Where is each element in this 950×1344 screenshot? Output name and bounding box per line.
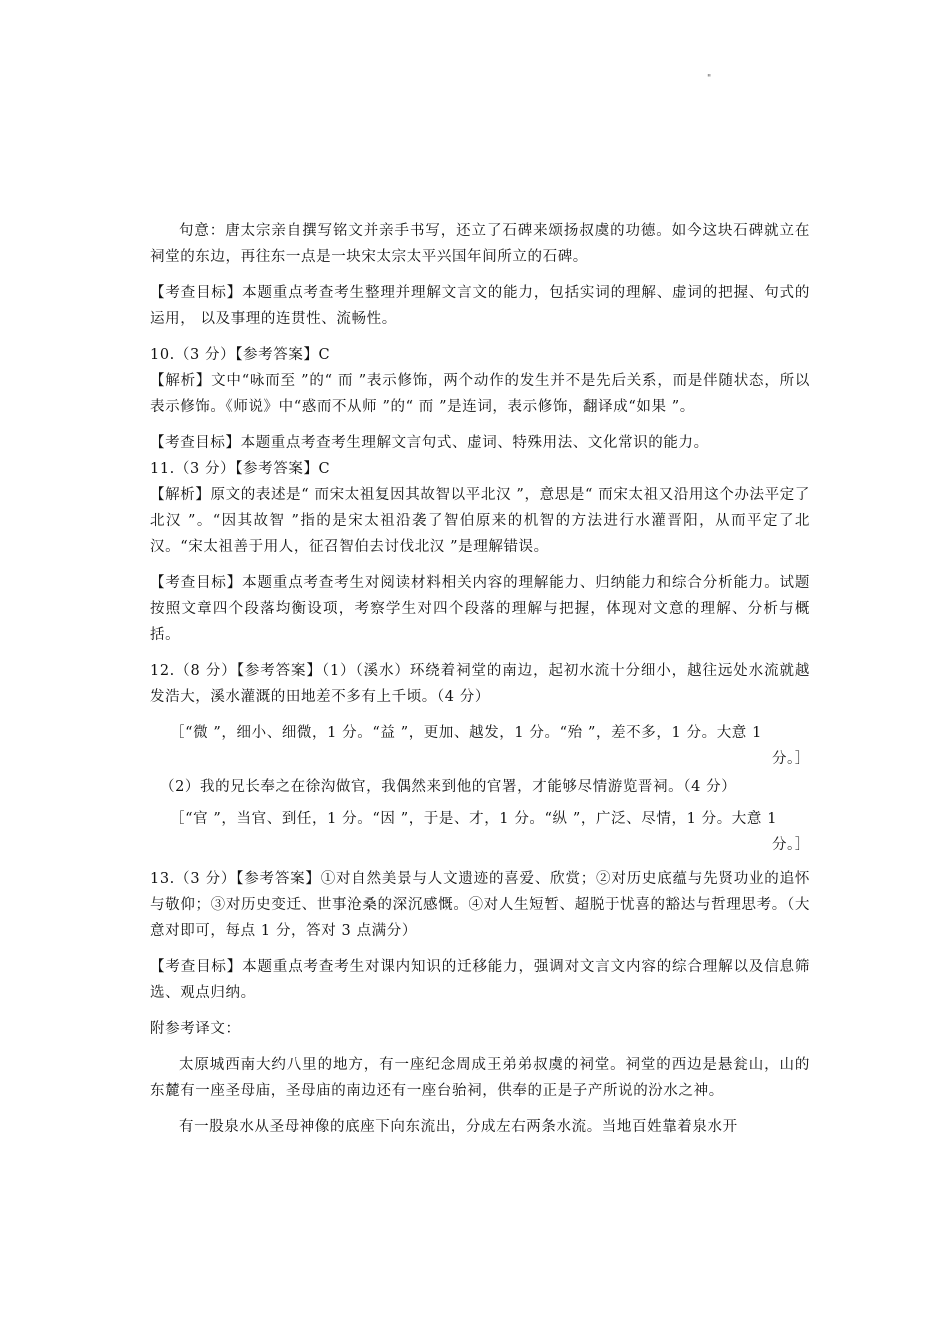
sentence-meaning: 句意：唐太宗亲自撰写铭文并亲手书写，还立了石碑来颂扬叔虞的功德。如今这块石碑就立在祠堂的东边，再往东一点是一块宋太宗太平兴国年间所立的石碑。: [150, 223, 810, 265]
exam-target-9: 【考查目标】本题重点考查考生整理并理解文言文的能力，包括实词的理解、虚词的把握、句式的运用， 以及事理的连贯性、流畅性。: [150, 285, 810, 327]
q12-answer-part2: （2）我的兄长奉之在徐沟做官，我偶然来到他的官署，才能够尽情游览晋祠。（4 分）: [160, 779, 737, 795]
q11-analysis: 【解析】原文的表述是“ 而宋太祖复因其故智以平北汉 ”，意思是“ 而宋太祖又沿用这个办法平定了北汉 ”。“因其故智 ”指的是宋太祖沿袭了智伯原来的机智的方法进行水灌晋阳，从而平定了北汉。“宋太祖善于用人，征召智伯去讨伐北汉 ”是理解错误。: [150, 487, 810, 555]
document-body: [150, 218, 810, 1150]
q12-scoring-note-1: ［“微 ”，细小、细微，1 分。“益 ”，更加、越发，1 分。“殆 ”，差不多，1 分。大意 1: [170, 725, 762, 741]
q13-answer: 13.（3 分）【参考答案】①对自然美景与人文遗迹的喜爱、欣赏；②对历史底蕴与先贤功业的追怀与敬仰；③对历史变迁、世事沧桑的深沉感慨。④对人生短暂、超脱于忧喜的豁达与哲理思考。（大意对即可，每点 1 分，答对 3 点满分）: [150, 871, 810, 939]
q13-target: 【考查目标】本题重点考查考生对课内知识的迁移能力，强调对文言文内容的综合理解以及信息筛选、观点归纳。: [150, 959, 810, 1001]
header-mark: ": [707, 74, 712, 84]
translation-paragraph-1: 太原城西南大约八里的地方，有一座纪念周成王弟弟叔虞的祠堂。祠堂的西边是悬瓮山，山的东麓有一座圣母庙，圣母庙的南边还有一座台骀祠，供奉的正是子产所说的汾水之神。: [150, 1057, 810, 1099]
q11-answer: 11.（3 分）【参考答案】C: [150, 461, 331, 477]
appendix-title: 附参考译文：: [150, 1021, 241, 1037]
q10-target: 【考查目标】本题重点考查考生理解文言句式、虚词、特殊用法、文化常识的能力。: [150, 435, 709, 451]
q12-answer: 12.（8 分）【参考答案】（1）（溪水）环绕着祠堂的南边，起初水流十分细小，越往远处水流就越发浩大，溪水灌溉的田地差不多有上千顷。（4 分）: [150, 663, 810, 705]
q12-scoring-note-2: ［“官 ”，当官、到任，1 分。“因 ”，于是、才，1 分。“纵 ”，广泛、尽情，1 分。大意 1: [170, 811, 778, 827]
q10-answer: 10.（3 分）【参考答案】C: [150, 347, 331, 363]
q10-analysis: 【解析】文中“咏而至 ”的“ 而 ”表示修饰，两个动作的发生并不是先后关系，而是伴随状态，所以表示修饰。《师说》中“惑而不从师 ”的“ 而 ”是连词，表示修饰，翻译成“如果 ”。: [150, 373, 810, 415]
q12-scoring-note-2-end: 分。］: [771, 837, 810, 853]
q12-scoring-note-1-end: 分。］: [771, 751, 810, 767]
translation-paragraph-2: 有一股泉水从圣母神像的底座下向东流出，分成左右两条水流。当地百姓靠着泉水开: [179, 1119, 738, 1135]
q11-target: 【考查目标】本题重点考查考生对阅读材料相关内容的理解能力、归纳能力和综合分析能力。试题按照文章四个段落均衡设项，考察学生对四个段落的理解与把握，体现对文意的理解、分析与概括。: [150, 575, 810, 643]
